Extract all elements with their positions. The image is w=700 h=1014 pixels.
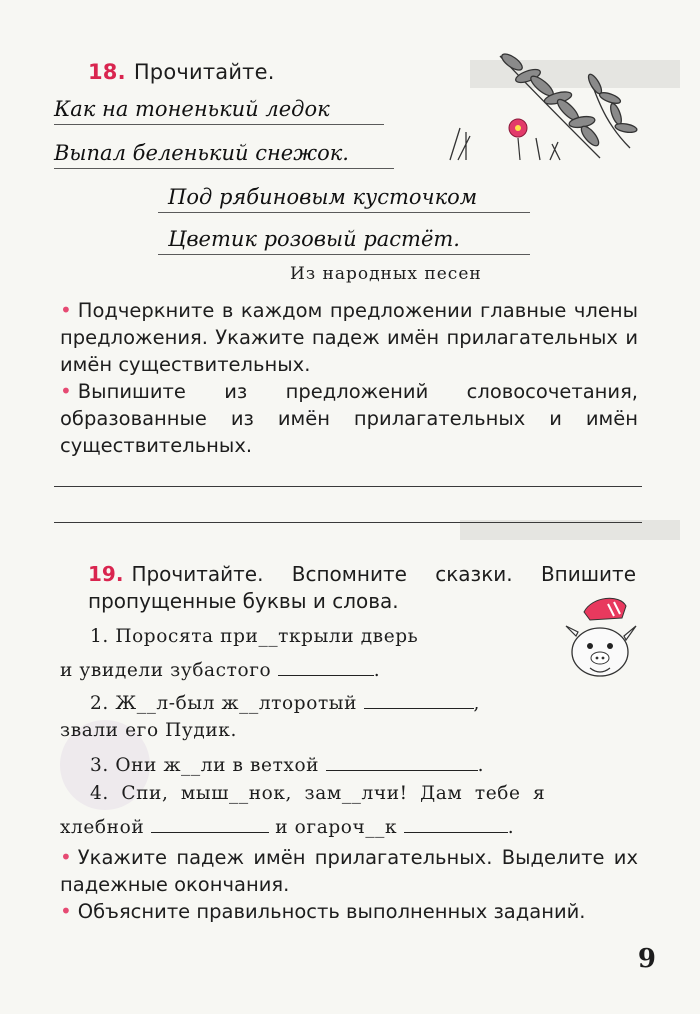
sentence-3: 3. Они ж__ли в ветхой . <box>90 752 484 776</box>
piglet-illustration <box>562 596 644 688</box>
bullet-icon: • <box>60 379 72 403</box>
sentence-2a: 2. Ж__л-был ж__лторотый , <box>90 690 480 714</box>
sentence-4b: хлебной и огароч__к . <box>60 814 514 838</box>
handwriting-rule <box>158 212 530 213</box>
fill-blank[interactable] <box>364 690 474 709</box>
sentence-text: 3. Они ж__ли в ветхой <box>90 755 320 776</box>
sentence-2b: звали его Пудик. <box>60 720 237 741</box>
exercise-title: Прочитайте. Вспомните сказки. Впишите пропущенные буквы и слова. <box>88 562 636 613</box>
sentence-1a: 1. Поросята при__ткрыли дверь <box>90 626 419 647</box>
writing-line-2[interactable] <box>54 522 642 523</box>
exercise-18-heading <box>88 60 275 84</box>
fill-blank[interactable] <box>151 814 269 833</box>
task-text: Выпишите из предложений словосочетания, образованные из имён прилагательных и имён существительных. <box>60 380 638 457</box>
sentence-4a: 4. Спи, мыш__нок, зам__лчи! Дам тебе я <box>90 783 546 804</box>
exercise-number: 19. <box>88 562 124 586</box>
sentence-text: и увидели зубастого <box>60 660 272 681</box>
rowan-flower-illustration <box>440 48 640 166</box>
sentence-text: хлебной <box>60 817 145 838</box>
sentence-text: 2. Ж__л-был ж__лторотый <box>90 693 358 714</box>
verse-line-3: Под рябиновым кусточком <box>168 185 478 209</box>
sentence-1b: и увидели зубастого . <box>60 657 380 681</box>
page-number: 9 <box>637 944 656 974</box>
task-18-2 <box>60 378 638 459</box>
writing-line-1[interactable] <box>54 486 642 487</box>
bullet-icon: • <box>60 845 72 869</box>
fill-blank[interactable] <box>326 752 478 771</box>
fill-blank[interactable] <box>404 814 508 833</box>
task-text: Объясните правильность выполненных заданий. <box>77 900 586 923</box>
task-19-2 <box>60 898 650 925</box>
handwriting-rule <box>54 124 384 125</box>
task-18-1 <box>60 297 638 378</box>
verse-line-2: Выпал беленький снежок. <box>54 141 349 165</box>
exercise-number: 18. <box>88 60 126 84</box>
task-text: Подчеркните в каждом предложении главные члены предложения. Укажите падеж имён прилагательных и имён существительных. <box>60 299 638 376</box>
task-text: Укажите падеж имён прилагательных. Выделите их падежные окончания. <box>60 846 638 896</box>
bullet-icon: • <box>60 899 72 923</box>
verse-line-1: Как на тоненький ледок <box>54 97 330 121</box>
handwriting-rule <box>158 254 530 255</box>
exercise-19-heading <box>88 561 636 615</box>
exercise-title: Прочитайте. <box>133 60 275 84</box>
fill-blank[interactable] <box>278 657 374 676</box>
task-19-1 <box>60 844 638 898</box>
verse-source: Из народных песен <box>290 264 482 284</box>
verse-line-4: Цветик розовый растёт. <box>168 227 460 251</box>
bullet-icon: • <box>60 298 72 322</box>
handwriting-rule <box>54 168 394 169</box>
sentence-text: и огароч__к <box>275 817 398 838</box>
